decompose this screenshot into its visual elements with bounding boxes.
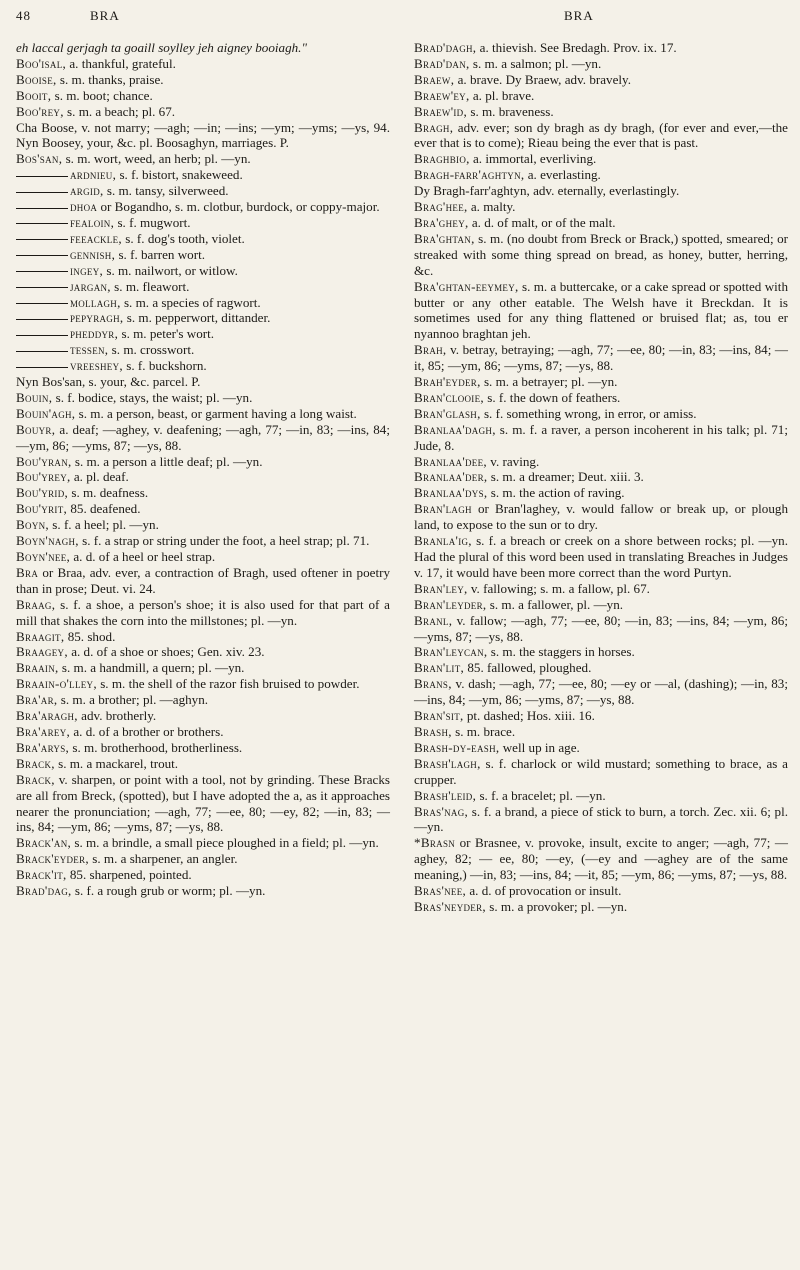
- definition: s. f. bodice, stays, the waist; pl. —yn.: [55, 389, 253, 405]
- headword: Booise,: [16, 71, 57, 87]
- definition: or Bogandho, s. m. clotbur, burdock, or coppy-major.: [100, 199, 380, 215]
- dictionary-entry: [16, 835, 390, 851]
- dictionary-entry: [414, 231, 788, 279]
- dictionary-entry: [16, 469, 390, 485]
- headword: Braag,: [16, 596, 56, 612]
- headword: *Brasn: [414, 835, 456, 851]
- definition: a. d. of a brother or brothers.: [73, 723, 224, 739]
- headword: Brah,: [414, 342, 447, 358]
- definition: or Braa, adv. ever, a contraction of Bragh, used oftener in poetry than in prose; Deut. vi. 24.: [16, 564, 390, 596]
- dictionary-entry: [414, 183, 788, 199]
- headword: Brah'eyder,: [414, 374, 481, 390]
- headword: Brash,: [414, 723, 452, 739]
- definition: s. f. a rough grub or worm; pl. —yn.: [74, 883, 266, 899]
- headword: Bras'nag,: [414, 803, 469, 819]
- dictionary-entry: [16, 629, 390, 645]
- headword: Braew'ey,: [414, 87, 470, 103]
- headword: ingey,: [70, 262, 104, 278]
- definition: s. m. a brindle, a small piece ploughed in a field; pl. —yn.: [74, 835, 379, 851]
- dictionary-entry: [16, 40, 390, 56]
- headword: Bra'aragh,: [16, 708, 78, 724]
- headword: Boyn'nagh,: [16, 533, 79, 549]
- right-column: [414, 40, 788, 915]
- definition: s. m. brace.: [455, 723, 516, 739]
- definition: s. m. a sharpener, an angler.: [92, 851, 238, 867]
- dictionary-entry: [414, 215, 788, 231]
- dictionary-entry: [414, 835, 788, 883]
- headword: Branlaa'dee,: [414, 453, 487, 469]
- dictionary-entry: [16, 263, 390, 279]
- definition: s. m. deafness.: [71, 485, 149, 501]
- definition: s. m. boot; chance.: [54, 87, 153, 103]
- headword: Bou'yrid,: [16, 485, 69, 501]
- dictionary-entry: [414, 676, 788, 708]
- dictionary-entry: [16, 867, 390, 883]
- dictionary-entry: [16, 104, 390, 120]
- dictionary-entry: [414, 199, 788, 215]
- headword: Branlaa'der,: [414, 469, 488, 485]
- definition: eh laccal gerjagh ta goaill soylley jeh aigney booiagh.": [16, 40, 307, 55]
- definition: s. m. a provoker; pl. —yn.: [489, 898, 628, 914]
- definition: v. fallowing; s. m. a fallow, pl. 67.: [470, 580, 650, 596]
- definition: or Bran'laghey, v. would fallow or break up, or plough land, to expose to the sun or to dry.: [414, 501, 788, 533]
- definition: s. m. a handmill, a quern; pl. —yn.: [61, 660, 245, 676]
- dictionary-entry: [16, 295, 390, 311]
- dictionary-entry: [414, 104, 788, 120]
- dictionary-entry: [414, 581, 788, 597]
- dictionary-entry: [16, 644, 390, 660]
- dictionary-entry: [414, 660, 788, 676]
- dictionary-entry: [16, 851, 390, 867]
- headword: Brag'hee,: [414, 199, 468, 215]
- definition: s. m. f. a raver, a person incoherent in his talk; pl. 71; Jude, 8.: [414, 421, 788, 453]
- dictionary-entry: [16, 533, 390, 549]
- dictionary-entry: [414, 40, 788, 56]
- definition: v. betray, betraying; —agh, 77; —ee, 80; —in, 83; —ins, 84; —it, 85; —ym, 86; —yms, 87; —ys, 88.: [414, 342, 788, 374]
- definition: s. m. the shell of the razor fish bruised to powder.: [100, 676, 360, 692]
- definition: s. f. a strap or string under the foot, a heel strap; pl. 71.: [82, 533, 370, 549]
- headword: Bra: [16, 564, 39, 580]
- headword: Bragh-farr'aghtyn,: [414, 167, 525, 183]
- repeat-headword-dash: [16, 335, 68, 336]
- headword: Bran'sit,: [414, 708, 464, 724]
- headword: Braain,: [16, 660, 59, 676]
- headword: Brack'eyder,: [16, 851, 89, 867]
- headword: Braew'id,: [414, 103, 468, 119]
- definition: 85. deafened.: [70, 501, 141, 517]
- headword: feeackle,: [70, 230, 122, 246]
- definition: s. m. pepperwort, dittander.: [126, 310, 271, 326]
- definition: a. pl. brave.: [472, 87, 535, 103]
- headword: Bragh,: [414, 119, 454, 135]
- headword: Brack,: [16, 755, 55, 771]
- dictionary-entry: [16, 88, 390, 104]
- dictionary-entry: [16, 724, 390, 740]
- repeat-headword-dash: [16, 271, 68, 272]
- dictionary-entry: [414, 88, 788, 104]
- dictionary-entry: [16, 199, 390, 215]
- dictionary-entry: [414, 708, 788, 724]
- dictionary-entry: [414, 501, 788, 533]
- dictionary-entry: [16, 390, 390, 406]
- headword: Booit,: [16, 87, 52, 103]
- headword: Bou'yrey,: [16, 469, 71, 485]
- headword: Boo'rey,: [16, 103, 64, 119]
- definition: a. d. of a heel or heel strap.: [73, 549, 216, 564]
- definition: s. m. crosswort.: [111, 342, 195, 358]
- definition: s. f. a shoe, a person's shoe; it is also used for that part of a mill that shakes the corn into the millstones; pl. —yn.: [16, 596, 390, 628]
- headword: Branla'ig,: [414, 533, 472, 549]
- dictionary-entry: [414, 72, 788, 88]
- headword: Brack'it,: [16, 867, 67, 883]
- headword: Boyn'nee,: [16, 549, 71, 564]
- dictionary-entry: [16, 692, 390, 708]
- headword: Boyn,: [16, 517, 50, 533]
- dictionary-entry: [414, 374, 788, 390]
- headword: vreeshey,: [70, 358, 123, 374]
- headword: fealoin,: [70, 214, 115, 230]
- dictionary-entry: [16, 310, 390, 326]
- headword: Bos'san,: [16, 151, 63, 167]
- headword: Bra'ar,: [16, 692, 58, 708]
- dictionary-entry: [414, 151, 788, 167]
- dictionary-entry: [16, 56, 390, 72]
- headword: Brash'lagh,: [414, 755, 481, 771]
- page-number: 48: [16, 8, 31, 23]
- dictionary-entry: [16, 247, 390, 263]
- repeat-headword-dash: [16, 367, 68, 368]
- definition: v. raving.: [490, 453, 540, 469]
- definition: a. deaf; —aghey, v. deafening; —agh, 77; —in, 83; —ins, 84; —ym, 86; —yms, 87; —ys, 88.: [16, 421, 390, 453]
- dictionary-entry: [16, 485, 390, 501]
- dictionary-entry: [414, 533, 788, 581]
- definition: s. f. mugwort.: [117, 214, 191, 230]
- definition: s. f. barren wort.: [118, 246, 205, 262]
- definition: adv. brotherly.: [81, 708, 157, 724]
- headword: Bra'arey,: [16, 723, 71, 739]
- definition: s. f. dog's tooth, violet.: [125, 230, 245, 246]
- dictionary-entry: [414, 724, 788, 740]
- dictionary-entry: [414, 167, 788, 183]
- headword: Bouin,: [16, 389, 53, 405]
- definition: 85. sharpened, pointed.: [69, 867, 192, 883]
- dictionary-entry: [16, 883, 390, 899]
- headword: Bras'neyder,: [414, 898, 486, 914]
- definition: s. m. nailwort, or witlow.: [106, 262, 238, 278]
- definition: Dy Bragh-farr'aghtyn, adv. eternally, everlastingly.: [414, 183, 680, 199]
- dictionary-entry: [16, 406, 390, 422]
- definition: s. m. (no doubt from Breck or Brack,) spotted, smeared; or streaked with some thing spread on bread, as honey, butter, herring, &c.: [414, 230, 788, 278]
- headword: mollagh,: [70, 294, 121, 310]
- definition: s. m. a person, beast, or garment having a long waist.: [78, 405, 357, 421]
- headword: Bras'nee,: [414, 883, 467, 899]
- repeat-headword-dash: [16, 287, 68, 288]
- left-column: [16, 40, 390, 899]
- definition: s. m. a mackarel, trout.: [58, 755, 179, 771]
- headword: Brad'dagh,: [414, 40, 477, 55]
- definition: s. f. the down of feathers.: [487, 389, 621, 405]
- definition: s. m. braveness.: [470, 103, 554, 119]
- headword: Braagey,: [16, 644, 68, 660]
- headword: Branlaa'dagh,: [414, 421, 496, 437]
- dictionary-entry: [414, 469, 788, 485]
- headword: Bran'lagh: [414, 501, 472, 517]
- definition: s. m. fleawort.: [114, 278, 190, 294]
- headword: Branlaa'dys,: [414, 485, 488, 501]
- dictionary-entry: [16, 358, 390, 374]
- dictionary-entry: [414, 422, 788, 454]
- definition: s. m. a beach; pl. 67.: [67, 103, 176, 119]
- headword: Bou'yran,: [16, 453, 72, 469]
- definition: 85. shod.: [67, 628, 116, 644]
- definition: s. m. a betrayer; pl. —yn.: [483, 374, 618, 390]
- dictionary-entry: [414, 740, 788, 756]
- definition: a. malty.: [470, 199, 516, 215]
- headword: Brash-dy-eash,: [414, 739, 500, 755]
- repeat-headword-dash: [16, 351, 68, 352]
- definition: s. m. peter's wort.: [121, 326, 215, 342]
- headword: Boo'isal,: [16, 55, 67, 71]
- dictionary-entry: [16, 167, 390, 183]
- headword: Bran'ley,: [414, 580, 468, 596]
- dictionary-entry: [16, 342, 390, 358]
- definition: s. m. a person a little deaf; pl. —yn.: [74, 453, 263, 469]
- dictionary-entry: [16, 151, 390, 167]
- headword: dhoa: [70, 199, 98, 215]
- dictionary-entry: [16, 565, 390, 597]
- definition: a. d. of a shoe or shoes; Gen. xiv. 23.: [71, 644, 265, 660]
- dictionary-entry: [16, 660, 390, 676]
- repeat-headword-dash: [16, 319, 68, 320]
- headword: Bran'leyder,: [414, 596, 487, 612]
- left-running-head: BRA: [90, 8, 120, 23]
- dictionary-entry: [414, 804, 788, 836]
- definition: s. m. tansy, silverweed.: [106, 183, 229, 199]
- repeat-headword-dash: [16, 223, 68, 224]
- repeat-headword-dash: [16, 176, 68, 177]
- dictionary-entry: [414, 454, 788, 470]
- definition: pt. dashed; Hos. xiii. 16.: [466, 708, 595, 724]
- dictionary-entry: [414, 644, 788, 660]
- dictionary-entry: [16, 326, 390, 342]
- dictionary-entry: [414, 613, 788, 645]
- definition: s. f. charlock or wild mustard; something to brace, as a crupper.: [414, 755, 788, 787]
- definition: a. brave. Dy Braew, adv. bravely.: [457, 71, 632, 87]
- definition: s. f. something wrong, in error, or amiss.: [483, 405, 697, 421]
- dictionary-entry: [16, 215, 390, 231]
- dictionary-entry: [16, 279, 390, 295]
- running-header: [0, 6, 800, 28]
- dictionary-entry: [414, 597, 788, 613]
- definition: Nyn Bos'san, s. your, &c. parcel. P.: [16, 374, 201, 390]
- dictionary-entry: [16, 676, 390, 692]
- headword: Bran'clooie,: [414, 389, 484, 405]
- headword: Brad'dag,: [16, 883, 72, 899]
- definition: a. pl. deaf.: [73, 469, 129, 485]
- repeat-headword-dash: [16, 192, 68, 193]
- headword: Brans,: [414, 676, 452, 692]
- headword: pepyragh,: [70, 310, 124, 326]
- dictionary-entry: [414, 788, 788, 804]
- dictionary-entry: [16, 374, 390, 390]
- headword: Braain-o'lley,: [16, 676, 97, 692]
- headword: Brad'dan,: [414, 55, 470, 71]
- definition: s. m. wort, weed, an herb; pl. —yn.: [65, 151, 251, 167]
- definition: a. d. of malt, or of the malt.: [471, 214, 616, 230]
- dictionary-entry: [414, 279, 788, 343]
- definition: s. m. brotherhood, brotherliness.: [72, 739, 243, 755]
- definition: s. m. the staggers in horses.: [490, 644, 635, 660]
- repeat-headword-dash: [16, 208, 68, 209]
- headword: Branl,: [414, 612, 453, 628]
- definition: s. f. bistort, snakeweed.: [119, 167, 243, 183]
- definition: s. m. a salmon; pl. —yn.: [472, 55, 602, 71]
- headword: Bouyr,: [16, 421, 56, 437]
- headword: Bra'ghtan,: [414, 230, 475, 246]
- definition: a. everlasting.: [527, 167, 601, 183]
- repeat-headword-dash: [16, 239, 68, 240]
- dictionary-entry: [414, 120, 788, 152]
- headword: gennish,: [70, 246, 116, 262]
- headword: Brack'an,: [16, 835, 72, 851]
- headword: ardnieu,: [70, 167, 117, 183]
- repeat-headword-dash: [16, 255, 68, 256]
- definition: s. f. a bracelet; pl. —yn.: [479, 787, 606, 803]
- dictionary-entry: [16, 772, 390, 836]
- dictionary-entry: [16, 756, 390, 772]
- headword: argid,: [70, 183, 104, 199]
- definition: s. f. a breach or creek on a shore between rocks; pl. —yn. Had the plural of this word been used in translating Breaches in Judges v. 17, it would have been more correct than the word Purtyn.: [414, 533, 788, 580]
- headword: Bra'arys,: [16, 739, 70, 755]
- headword: pheddyr,: [70, 326, 119, 342]
- definition: s. f. buckshorn.: [126, 358, 207, 374]
- headword: Brack,: [16, 771, 55, 787]
- headword: jargan,: [70, 278, 111, 294]
- dictionary-entry: [16, 72, 390, 88]
- dictionary-entry: [16, 422, 390, 454]
- dictionary-entry: [16, 501, 390, 517]
- definition: v. fallow; —agh, 77; —ee, 80; —in, 83; —ins, 84; —ym, 86; —yms, 87; —ys, 88.: [414, 612, 788, 644]
- definition: a. d. of provocation or insult.: [469, 883, 622, 899]
- dictionary-entry: [16, 517, 390, 533]
- headword: Braghbio,: [414, 151, 470, 167]
- headword: Brash'leid,: [414, 787, 477, 803]
- definition: adv. ever; son dy bragh as dy bragh, (for ever and ever,—the ever that is to come); Rieau being the ever that is past.: [414, 119, 788, 151]
- dictionary-entry: [414, 390, 788, 406]
- repeat-headword-dash: [16, 303, 68, 304]
- definition: s. m. a dreamer; Deut. xiii. 3.: [490, 469, 644, 485]
- definition: v. dash; —agh, 77; —ee, 80; —ey or —al, (dashing); —in, 83; —ins, 84; —ym, 86; —yms, 87; —ys, 88.: [414, 676, 788, 708]
- definition: 85. fallowed, ploughed.: [467, 660, 592, 676]
- dictionary-entry: [16, 120, 390, 152]
- definition: well up in age.: [502, 739, 580, 755]
- dictionary-entry: [16, 231, 390, 247]
- headword: tessen,: [70, 342, 109, 358]
- dictionary-entry: [414, 485, 788, 501]
- definition: a. thievish. See Bredagh. Prov. ix. 17.: [479, 40, 677, 55]
- headword: Bran'lit,: [414, 660, 465, 676]
- headword: Bra'ghtan-eeymey,: [414, 278, 519, 294]
- dictionary-entry: [414, 342, 788, 374]
- headword: Bou'yrit,: [16, 501, 68, 517]
- definition: s. m. thanks, praise.: [59, 71, 164, 87]
- definition: s. m. a buttercake, or a cake spread or spotted with butter or any other eatable. The Welsh have it Breckdan. It is sometimes used for any thing flattened or bruised flat; as, tou er nyannoo braghtan jeh.: [414, 278, 788, 342]
- definition: s. m. a species of ragwort.: [123, 294, 261, 310]
- right-running-head: BRA: [564, 8, 594, 23]
- definition: v. sharpen, or point with a tool, not by grinding. These Bracks are all from Breck, (spotted), but I have adopted the a, as it approaches nearer the pronunciation; —agh, 77; —ee, 80; —ey, 82; —in, 83; —ins, 84; —ym, 86; —yms, 87; —ys, 88.: [16, 771, 390, 835]
- dictionary-entry: [16, 597, 390, 629]
- definition: or Brasnee, v. provoke, insult, excite to anger; —agh, 77; —aghey, 82; — ee, 80; —ey, (—ey and —aghey are of the same meaning,) —in, 83; —ins, 84; —it, 85; —ym, 86; —yms, 87; —ys, 88.: [414, 835, 788, 883]
- dictionary-entry: [414, 883, 788, 899]
- definition: s. f. a heel; pl. —yn.: [52, 517, 159, 533]
- definition: a. immortal, everliving.: [473, 151, 597, 167]
- dictionary-entry: [16, 549, 390, 565]
- headword: Braagit,: [16, 628, 65, 644]
- dictionary-entry: [414, 56, 788, 72]
- dictionary-entry: [16, 454, 390, 470]
- dictionary-entry: [16, 708, 390, 724]
- dictionary-entry: [414, 756, 788, 788]
- definition: s. m. a brother; pl. —aghyn.: [60, 692, 209, 708]
- definition: s. m. a fallower, pl. —yn.: [489, 596, 624, 612]
- headword: Bra'ghey,: [414, 214, 469, 230]
- dictionary-entry: [414, 406, 788, 422]
- definition: s. f. a brand, a piece of stick to burn, a torch. Zec. xii. 6; pl. —yn.: [414, 803, 788, 835]
- dictionary-entry: [16, 183, 390, 199]
- definition: Cha Boose, v. not marry; —agh; —in; —ins; —ym; —yms; —ys, 94. Nyn Boosey, your, &c. pl. Boosaghyn, marriages. P.: [16, 119, 390, 151]
- definition: s. m. the action of raving.: [490, 485, 625, 501]
- definition: a. thankful, grateful.: [69, 55, 176, 71]
- headword: Bran'glash,: [414, 405, 481, 421]
- dictionary-entry: [16, 740, 390, 756]
- headword: Bran'leycan,: [414, 644, 488, 660]
- dictionary-entry: [414, 899, 788, 915]
- headword: Bouin'agh,: [16, 405, 76, 421]
- headword: Braew,: [414, 71, 455, 87]
